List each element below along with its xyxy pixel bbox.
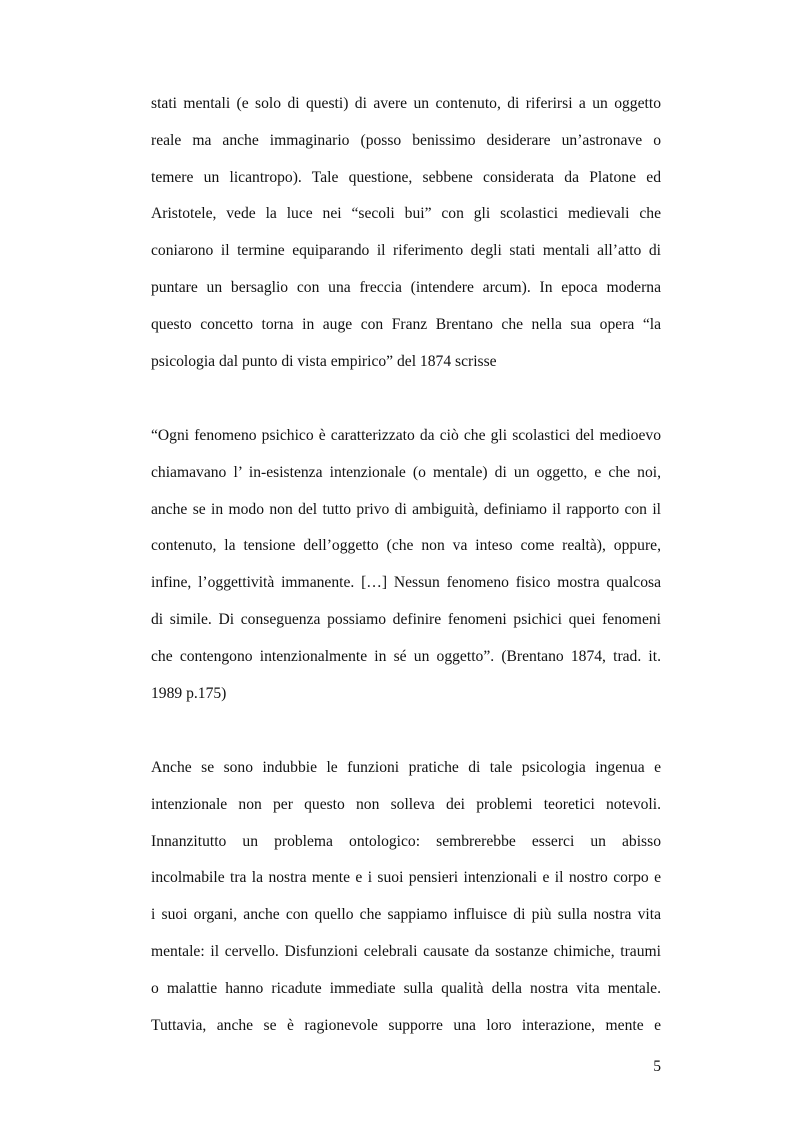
text-line: questo concetto torna in auge con Franz Brentano che nella sua opera “la [151,315,661,333]
text-line: reale ma anche immaginario (posso benissimo desiderare un’astronave o [151,131,661,149]
text-line: di simile. Di conseguenza possiamo definire fenomeni psichici quei fenomeni [151,610,661,628]
text-line: “Ogni fenomeno psichico è caratterizzato da ciò che gli scolastici del medioevo [151,427,661,444]
text-line: o malattie hanno ricadute immediate sulla qualità della nostra vita mentale. [151,979,661,997]
text-line: incolmabile tra la nostra mente e i suoi pensieri intenzionali e il nostro corpo e [151,869,661,887]
text-line: infine, l’oggettività immanente. […] Nessun fenomeno fisico mostra qualcosa [151,574,661,592]
text-line: puntare un bersaglio con una freccia (intendere arcum). In epoca moderna [151,278,661,296]
text-line: chiamavano l’ in-esistenza intenzionale (o mentale) di un oggetto, e che noi, [151,463,661,481]
paragraph-intentionality [151,86,661,380]
text-line: stati mentali (e solo di questi) di avere un contenuto, di riferirsi a un oggetto [151,95,661,112]
text-line: anche se in modo non del tutto privo di ambiguità, definiamo il rapporto con il [151,500,661,518]
paragraph-brentano-quote [151,418,661,712]
text-line: che contengono intenzionalmente in sé un oggetto”. (Brentano 1874, trad. it. [151,647,661,665]
text-line: intenzionale non per questo non solleva dei problemi teoretici notevoli. [151,795,661,813]
text-line: temere un licantropo). Tale questione, sebbene considerata da Platone ed [151,168,661,186]
text-line: Tuttavia, anche se è ragionevole supporre una loro interazione, mente e [151,1016,661,1034]
text-line: psicologia dal punto di vista empirico” del 1874 scrisse [151,352,497,370]
paragraph-ontological-problem [151,750,661,1044]
text-line: Innanzitutto un problema ontologico: sembrerebbe esserci un abisso [151,832,661,850]
text-line: 1989 p.175) [151,684,227,702]
text-line: Anche se sono indubbie le funzioni pratiche di tale psicologia ingenua e [151,759,661,776]
text-line: Aristotele, vede la luce nei “secoli bui” con gli scolastici medievali che [151,205,661,223]
text-line: i suoi organi, anche con quello che sappiamo influisce di più sulla nostra vita [151,906,661,924]
text-line: mentale: il cervello. Disfunzioni celebrali causate da sostanze chimiche, traumi [151,942,661,960]
text-line: coniarono il termine equiparando il riferimento degli stati mentali all’atto di [151,242,661,260]
text-line: contenuto, la tensione dell’oggetto (che non va inteso come realtà), oppure, [151,537,661,555]
page-number: 5 [653,1058,661,1075]
